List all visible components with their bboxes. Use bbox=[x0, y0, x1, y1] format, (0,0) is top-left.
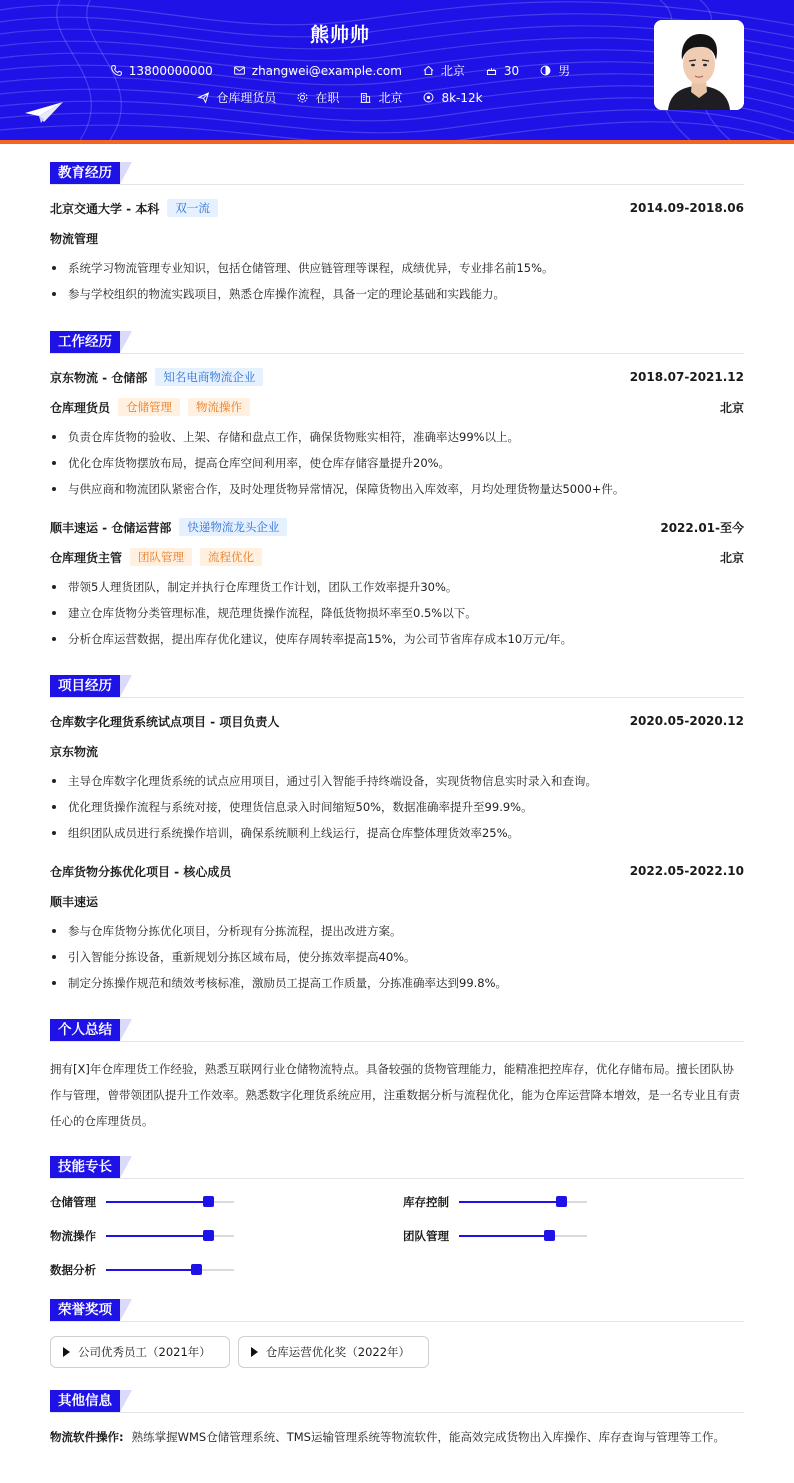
list-item: 主导仓库数字化理货系统的试点应用项目，通过引入智能手持终端设备，实现货物信息实时录入和查询。 bbox=[50, 768, 744, 794]
list-item: 制定分拣操作规范和绩效考核标准，激励员工提高工作质量，分拣准确率达到99.8%。 bbox=[50, 970, 744, 996]
resume-content bbox=[50, 162, 744, 1447]
project-section bbox=[50, 675, 744, 996]
award-item bbox=[238, 1336, 429, 1368]
section-title: 其他信息 bbox=[50, 1390, 120, 1412]
candidate-name: 熊帅帅 bbox=[309, 24, 370, 46]
list-item: 优化理货操作流程与系统对接，使理货信息录入时间缩短50%，数据准确率提升至99.9%。 bbox=[50, 794, 744, 820]
skill-item bbox=[403, 1193, 744, 1211]
school-name: 北京交通大学 - 本科 bbox=[50, 201, 160, 216]
skill-level-bar bbox=[106, 1201, 234, 1203]
status-text: 在职 bbox=[315, 91, 340, 105]
work-item bbox=[50, 368, 744, 502]
summary-text: 拥有[X]年仓库理货工作经验，熟悉互联网行业仓储物流特点。具备较强的货物管理能力，能精准把控库存，优化存储布局。擅长团队协作与管理，曾带领团队提升工作效率。熟悉数字化理货系统应用，注重数据分析与流程优化，能为仓库运营降本增效，是一名专业且有责任心的仓库理货员。 bbox=[50, 1062, 740, 1128]
list-item: 分析仓库运营数据，提出库存优化建议，使库存周转率提高15%，为公司节省库存成本10万元/年。 bbox=[50, 626, 744, 652]
project-title: 仓库货物分拣优化项目 - 核心成员 bbox=[50, 864, 232, 879]
avatar bbox=[654, 20, 744, 110]
list-item: 优化仓库货物摆放布局，提高仓库空间利用率，使仓库存储容量提升20%。 bbox=[50, 450, 744, 476]
project-org-row bbox=[50, 892, 744, 910]
award-text: 公司优秀员工（2021年） bbox=[78, 1345, 211, 1359]
skill-level-knob bbox=[544, 1230, 555, 1241]
project-org-row bbox=[50, 742, 744, 760]
list-item: 引入智能分拣设备，重新规划分拣区域布局，使分拣效率提高40%。 bbox=[50, 944, 744, 970]
resume-header bbox=[0, 0, 794, 140]
role-row bbox=[50, 548, 744, 566]
award-text: 仓库运营优化奖（2022年） bbox=[265, 1345, 411, 1359]
skill-level-knob bbox=[203, 1196, 214, 1207]
education-row bbox=[50, 199, 744, 217]
award-item bbox=[50, 1336, 230, 1368]
home-icon bbox=[422, 64, 435, 77]
awards-list bbox=[50, 1336, 744, 1368]
send-icon bbox=[197, 91, 210, 104]
work-location: 北京 bbox=[719, 550, 744, 565]
skill-level-bar bbox=[459, 1201, 587, 1203]
work-item bbox=[50, 518, 744, 652]
other-value: 熟练掌握WMS仓储管理系统、TMS运输管理系统等物流软件，能高效完成货物出入库操作、库存查询与管理等工作。 bbox=[131, 1430, 725, 1444]
list-item: 参与仓库货物分拣优化项目，分析现有分拣流程，提出改进方案。 bbox=[50, 918, 744, 944]
skill-item bbox=[50, 1261, 403, 1279]
settings-icon bbox=[296, 91, 309, 104]
skill-level-fill bbox=[106, 1269, 196, 1271]
skill-name: 物流操作 bbox=[50, 1229, 96, 1243]
building-icon bbox=[359, 91, 372, 104]
work-date: 2018.07-2021.12 bbox=[629, 370, 744, 384]
gender-info bbox=[539, 62, 570, 79]
job-text: 仓库理货员 bbox=[216, 91, 277, 105]
major-row bbox=[50, 229, 744, 247]
phone-text: 13800000000 bbox=[128, 63, 213, 78]
project-date: 2020.05-2020.12 bbox=[629, 714, 744, 728]
role-tag: 物流操作 bbox=[188, 398, 250, 416]
skill-name: 库存控制 bbox=[403, 1195, 449, 1209]
work-location: 北京 bbox=[719, 400, 744, 415]
section-title: 项目经历 bbox=[50, 675, 120, 697]
skills-grid bbox=[50, 1193, 744, 1279]
skill-level-bar bbox=[106, 1269, 234, 1271]
section-header bbox=[50, 331, 744, 354]
skill-level-bar bbox=[459, 1235, 587, 1237]
salary-text: 8k-12k bbox=[441, 90, 483, 105]
company-tag: 快递物流龙头企业 bbox=[179, 518, 287, 536]
city-info bbox=[422, 62, 465, 79]
company-row bbox=[50, 368, 744, 386]
project-date: 2022.05-2022.10 bbox=[629, 864, 744, 878]
play-icon bbox=[251, 1347, 258, 1357]
target-city-text: 北京 bbox=[378, 91, 403, 105]
play-icon bbox=[63, 1347, 70, 1357]
gender-text: 男 bbox=[558, 64, 571, 78]
project-title: 仓库数字化理货系统试点项目 - 项目负责人 bbox=[50, 714, 280, 729]
skill-level-knob bbox=[556, 1196, 567, 1207]
project-title-row bbox=[50, 712, 744, 730]
section-header bbox=[50, 162, 744, 185]
summary-section bbox=[50, 1019, 744, 1134]
skill-level-knob bbox=[191, 1264, 202, 1275]
section-title: 教育经历 bbox=[50, 162, 120, 184]
section-header bbox=[50, 1299, 744, 1322]
skill-item bbox=[50, 1227, 403, 1245]
project-bullets bbox=[50, 918, 744, 996]
work-section bbox=[50, 331, 744, 652]
company-name: 京东物流 - 仓储部 bbox=[50, 370, 148, 385]
company-name: 顺丰速运 - 仓储运营部 bbox=[50, 520, 172, 535]
skill-name: 仓储管理 bbox=[50, 1195, 96, 1209]
other-section bbox=[50, 1390, 744, 1447]
skills-section bbox=[50, 1156, 744, 1279]
section-header bbox=[50, 1156, 744, 1179]
major-name: 物流管理 bbox=[50, 231, 99, 246]
job-intent-row bbox=[0, 89, 680, 106]
skill-level-fill bbox=[459, 1201, 561, 1203]
header-accent-line bbox=[0, 140, 794, 144]
phone-icon bbox=[110, 64, 123, 77]
project-bullets bbox=[50, 768, 744, 846]
role-tag: 团队管理 bbox=[130, 548, 192, 566]
education-date: 2014.09-2018.06 bbox=[629, 201, 744, 215]
skill-name: 数据分析 bbox=[50, 1263, 96, 1277]
skill-level-fill bbox=[106, 1201, 208, 1203]
section-title: 工作经历 bbox=[50, 331, 120, 353]
education-bullets bbox=[50, 255, 744, 307]
list-item: 组织团队成员进行系统操作培训，确保系统顺利上线运行，提高仓库整体理货效率25%。 bbox=[50, 820, 744, 846]
role-name: 仓库理货主管 bbox=[50, 550, 123, 565]
list-item: 与供应商和物流团队紧密合作，及时处理货物异常情况，保障货物出入库效率，月均处理货物量达5000+件。 bbox=[50, 476, 744, 502]
list-item: 带领5人理货团队，制定并执行仓库理货工作计划，团队工作效率提升30%。 bbox=[50, 574, 744, 600]
job-info bbox=[197, 89, 276, 106]
skill-level-bar bbox=[106, 1235, 234, 1237]
section-header bbox=[50, 1390, 744, 1413]
other-info-row bbox=[50, 1427, 744, 1447]
age-info bbox=[485, 64, 519, 78]
list-item: 建立仓库货物分类管理标准，规范理货操作流程，降低货物损坏率至0.5%以下。 bbox=[50, 600, 744, 626]
work-date: 2022.01-至今 bbox=[660, 520, 744, 535]
cake-icon bbox=[485, 64, 498, 77]
phone-info bbox=[110, 64, 213, 78]
email-info bbox=[233, 64, 402, 78]
status-info bbox=[296, 89, 339, 106]
role-tag: 流程优化 bbox=[200, 548, 262, 566]
list-item: 参与学校组织的物流实践项目，熟悉仓库操作流程，具备一定的理论基础和实践能力。 bbox=[50, 281, 744, 307]
role-row bbox=[50, 398, 744, 416]
company-tag: 知名电商物流企业 bbox=[155, 368, 263, 386]
company-row bbox=[50, 518, 744, 536]
gender-icon bbox=[539, 64, 552, 77]
project-org: 京东物流 bbox=[50, 744, 99, 759]
role-tag: 仓储管理 bbox=[118, 398, 180, 416]
section-header bbox=[50, 1019, 744, 1042]
portrait-photo bbox=[654, 20, 744, 110]
section-title: 技能专长 bbox=[50, 1156, 120, 1178]
age-text: 30 bbox=[503, 63, 520, 78]
awards-section bbox=[50, 1299, 744, 1368]
city-text: 北京 bbox=[440, 64, 465, 78]
list-item: 系统学习物流管理专业知识，包括仓储管理、供应链管理等课程，成绩优异，专业排名前15%。 bbox=[50, 255, 744, 281]
project-item bbox=[50, 712, 744, 846]
skill-level-fill bbox=[106, 1235, 208, 1237]
email-text: zhangwei@example.com bbox=[251, 63, 402, 78]
list-item: 负责仓库货物的验收、上架、存储和盘点工作，确保货物账实相符，准确率达99%以上。 bbox=[50, 424, 744, 450]
work-bullets bbox=[50, 424, 744, 502]
paper-plane-icon bbox=[24, 100, 64, 124]
other-label: 物流软件操作: bbox=[50, 1430, 124, 1444]
school-tag: 双一流 bbox=[167, 199, 218, 217]
mail-icon bbox=[233, 64, 246, 77]
education-section bbox=[50, 162, 744, 307]
section-title: 荣誉奖项 bbox=[50, 1299, 120, 1321]
skill-name: 团队管理 bbox=[403, 1229, 449, 1243]
skill-level-fill bbox=[459, 1235, 549, 1237]
target-city-info bbox=[359, 89, 402, 106]
skill-item bbox=[403, 1227, 744, 1245]
project-org: 顺丰速运 bbox=[50, 894, 99, 909]
role-name: 仓库理货员 bbox=[50, 400, 111, 415]
salary-info bbox=[422, 91, 482, 105]
work-bullets bbox=[50, 574, 744, 652]
skill-item bbox=[50, 1193, 403, 1211]
project-title-row bbox=[50, 862, 744, 880]
contact-row bbox=[0, 62, 680, 79]
section-header bbox=[50, 675, 744, 698]
section-title: 个人总结 bbox=[50, 1019, 120, 1041]
money-icon bbox=[422, 91, 435, 104]
project-item bbox=[50, 862, 744, 996]
skill-level-knob bbox=[203, 1230, 214, 1241]
